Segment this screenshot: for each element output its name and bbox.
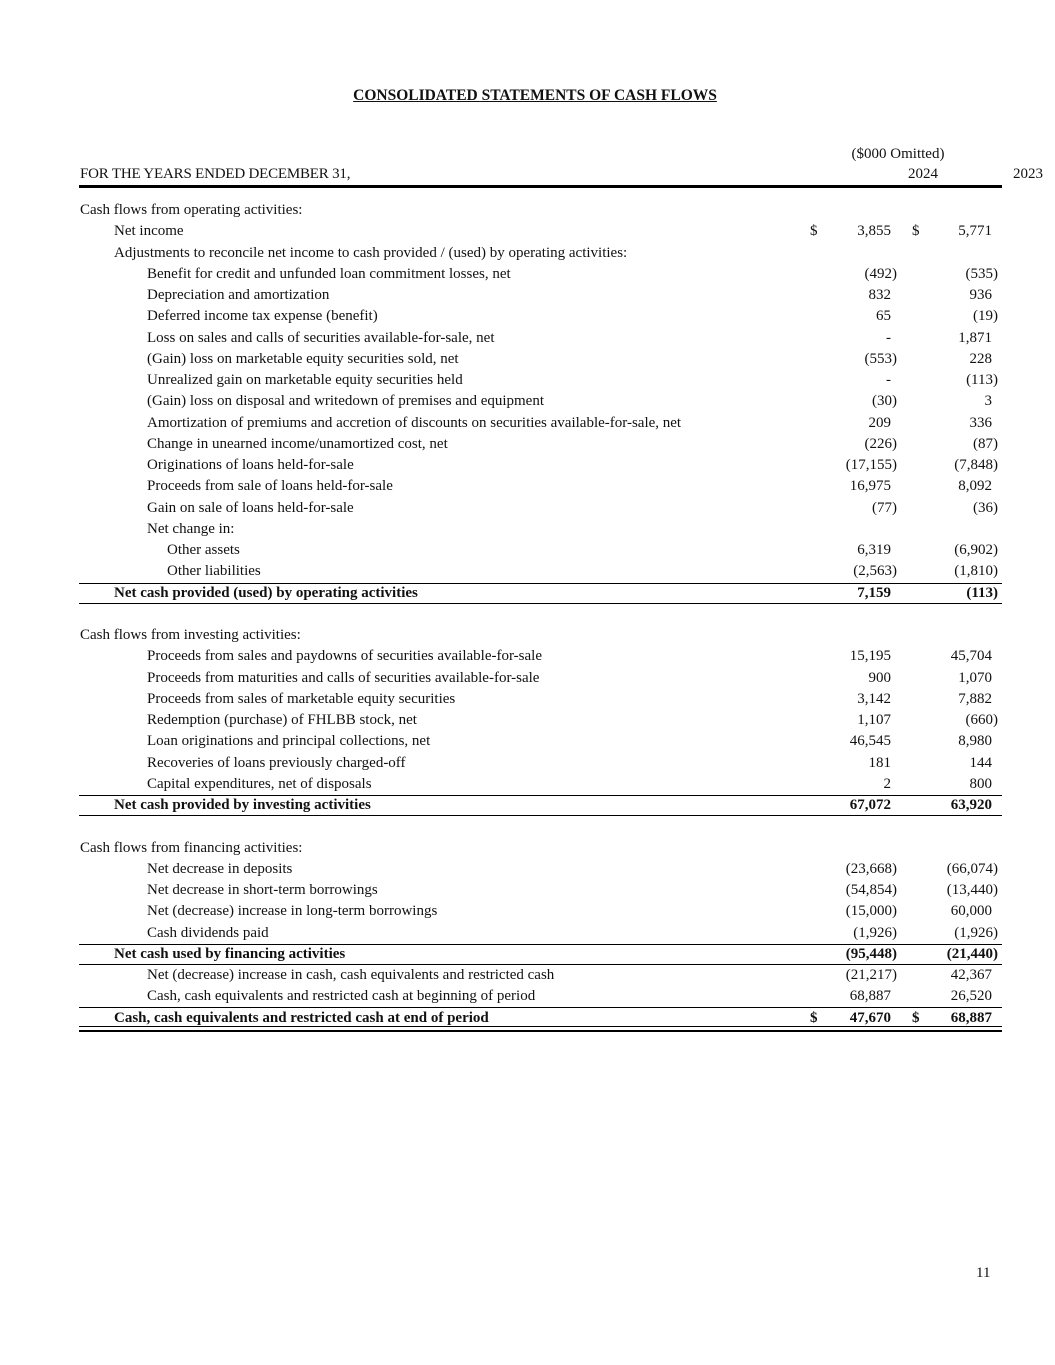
row-spacer	[80, 816, 1002, 837]
table-row	[80, 476, 1002, 497]
table-row	[80, 434, 1002, 455]
row-label: Net cash used by financing activities	[114, 945, 346, 962]
table-row	[80, 561, 1002, 582]
table-row	[80, 391, 1002, 412]
table-row	[80, 710, 1002, 731]
units-note: ($000 Omitted)	[851, 146, 945, 162]
value-2023: (113)	[966, 372, 998, 388]
row-label: Unrealized gain on marketable equity securities held	[147, 372, 463, 388]
value-2023: 1,871	[958, 329, 992, 346]
value-2023: 7,882	[958, 690, 992, 707]
value-2023: 60,000	[950, 903, 992, 920]
currency-symbol: $	[810, 1009, 818, 1026]
value-2023: (66,074)	[946, 860, 998, 877]
table-row	[80, 774, 1002, 795]
value-2024: (1,926)	[853, 924, 897, 941]
table-row	[80, 923, 1002, 944]
row-label: Net decrease in short-term borrowings	[147, 882, 378, 898]
table-row	[80, 986, 1002, 1007]
row-label: Proceeds from sale of loans held-for-sale	[147, 478, 393, 495]
value-2024: 209	[868, 414, 891, 431]
section-heading-financing	[80, 838, 1002, 859]
subtotal-row-financing	[80, 944, 1002, 965]
table-row	[80, 519, 1002, 540]
period-label: FOR THE YEARS ENDED DECEMBER 31,	[80, 166, 351, 182]
subtotal-row-operating	[80, 583, 1002, 604]
section-heading-operating	[80, 200, 1002, 221]
table-row	[80, 753, 1002, 774]
value-2024: -	[886, 372, 891, 388]
value-2024: 181	[868, 754, 891, 771]
row-label: Gain on sale of loans held-for-sale	[147, 499, 354, 516]
row-label: Redemption (purchase) of FHLBB stock, net	[147, 712, 417, 728]
value-2024: 67,072	[849, 797, 891, 813]
value-2023: (19)	[973, 308, 998, 325]
subtotal-row-investing	[80, 795, 1002, 816]
value-2023: (660)	[965, 712, 998, 728]
row-label: Recoveries of loans previously charged-off	[147, 754, 406, 771]
table-row	[80, 221, 1002, 242]
grand-total-row	[80, 1008, 1002, 1029]
value-2024: (15,000)	[845, 903, 897, 920]
value-2024: 65	[876, 308, 891, 325]
value-2024: (2,563)	[853, 563, 897, 580]
table-row	[80, 328, 1002, 349]
table-row	[80, 646, 1002, 667]
value-2023: (13,440)	[946, 882, 998, 898]
row-label: Cash flows from financing activities:	[80, 839, 303, 856]
row-label: Benefit for credit and unfunded loan commitment losses, net	[147, 265, 511, 282]
table-row	[80, 540, 1002, 561]
value-2024: 3,855	[857, 223, 891, 240]
value-2023: 228	[969, 350, 992, 367]
value-2024: (95,448)	[845, 945, 897, 962]
row-label: Net cash provided by investing activities	[114, 797, 371, 813]
value-2023: (21,440)	[946, 945, 998, 962]
value-2024: (17,155)	[845, 457, 897, 473]
value-2024: 16,975	[849, 478, 891, 495]
value-2024: (77)	[872, 499, 897, 516]
value-2023: 144	[969, 754, 992, 771]
table-row	[80, 668, 1002, 689]
value-2024: (553)	[864, 350, 897, 367]
cash-flow-table	[80, 200, 1002, 1029]
value-2024: (492)	[864, 265, 897, 282]
value-2024: 47,670	[849, 1009, 891, 1026]
row-spacer	[80, 604, 1002, 625]
value-2023: 800	[969, 775, 992, 792]
row-label: Net (decrease) increase in cash, cash equivalents and restricted cash	[147, 967, 555, 983]
currency-symbol: $	[912, 223, 920, 240]
row-label: Deferred income tax expense (benefit)	[147, 308, 378, 325]
row-label: Cash, cash equivalents and restricted cash at end of period	[114, 1009, 489, 1026]
value-2023: (1,810)	[954, 563, 998, 580]
value-2024: 832	[868, 287, 891, 303]
row-label: Loss on sales and calls of securities available-for-sale, net	[147, 329, 495, 346]
value-2023: 45,704	[950, 648, 992, 665]
row-label: Net income	[114, 223, 184, 240]
row-label: Loan originations and principal collections, net	[147, 733, 431, 750]
value-2024: (30)	[872, 393, 897, 410]
table-row	[80, 306, 1002, 327]
value-2024: (54,854)	[845, 882, 897, 898]
table-row	[80, 859, 1002, 880]
row-label: Proceeds from maturities and calls of securities available-for-sale	[147, 669, 540, 686]
value-2023: 1,070	[958, 669, 992, 686]
page-number: 11	[976, 1265, 991, 1281]
row-label: Cash, cash equivalents and restricted cash at beginning of period	[147, 988, 536, 1005]
value-2024: (226)	[864, 435, 897, 452]
table-row	[80, 285, 1002, 306]
value-2023: 42,367	[950, 967, 992, 983]
value-2023: (7,848)	[954, 457, 998, 473]
value-2024: 46,545	[849, 733, 891, 750]
row-label: Adjustments to reconcile net income to cash provided / (used) by operating activities:	[114, 244, 628, 261]
value-2023: (1,926)	[954, 924, 998, 941]
table-row	[80, 498, 1002, 519]
row-label: (Gain) loss on marketable equity securities sold, net	[147, 350, 459, 367]
table-row	[80, 413, 1002, 434]
value-2023: 3	[984, 393, 992, 410]
value-2023: (535)	[965, 265, 998, 282]
row-label: Net cash provided (used) by operating activities	[114, 584, 418, 601]
row-label: Change in unearned income/unamortized cost, net	[147, 435, 448, 452]
row-label: Originations of loans held-for-sale	[147, 457, 354, 473]
value-2023: 336	[969, 414, 992, 431]
year-2024-header: 2024	[908, 166, 938, 182]
row-label: Net change in:	[147, 520, 235, 537]
value-2024: -	[886, 329, 891, 346]
row-label: Depreciation and amortization	[147, 287, 330, 303]
row-label: (Gain) loss on disposal and writedown of premises and equipment	[147, 393, 545, 410]
value-2024: 15,195	[849, 648, 891, 665]
row-label: Capital expenditures, net of disposals	[147, 775, 372, 792]
table-row	[80, 880, 1002, 901]
value-2024: 2	[883, 775, 891, 792]
table-row	[80, 731, 1002, 752]
value-2023: 5,771	[958, 223, 992, 240]
value-2023: 63,920	[950, 797, 992, 813]
value-2024: (23,668)	[845, 860, 897, 877]
value-2023: 26,520	[950, 988, 992, 1005]
table-row	[80, 264, 1002, 285]
value-2024: 1,107	[857, 712, 891, 728]
value-2023: (113)	[966, 584, 998, 601]
row-label: Other assets	[167, 542, 240, 558]
value-2024: 6,319	[857, 542, 891, 558]
value-2024: 3,142	[857, 690, 891, 707]
value-2023: 68,887	[950, 1009, 992, 1026]
table-row	[80, 965, 1002, 986]
value-2024: (21,217)	[845, 967, 897, 983]
row-label: Net decrease in deposits	[147, 860, 293, 877]
value-2023: (36)	[973, 499, 998, 516]
value-2024: 900	[868, 669, 891, 686]
value-2023: 8,092	[958, 478, 992, 495]
table-row	[80, 243, 1002, 264]
year-2023-header: 2023	[1013, 166, 1043, 182]
row-label: Net (decrease) increase in long-term borrowings	[147, 903, 438, 920]
table-row	[80, 455, 1002, 476]
section-heading-investing	[80, 625, 1002, 646]
value-2023: 8,980	[958, 733, 992, 750]
currency-symbol: $	[810, 223, 818, 240]
row-label: Other liabilities	[167, 563, 261, 580]
value-2024: 68,887	[849, 988, 891, 1005]
table-row	[80, 689, 1002, 710]
row-label: Proceeds from sales and paydowns of securities available-for-sale	[147, 648, 542, 665]
value-2023: (87)	[973, 435, 998, 452]
header-rule	[79, 185, 1002, 188]
value-2023: 936	[969, 287, 992, 303]
table-row	[80, 349, 1002, 370]
row-label: Cash flows from investing activities:	[80, 627, 301, 643]
table-row	[80, 901, 1002, 922]
table-row	[80, 370, 1002, 391]
row-label: Amortization of premiums and accretion of discounts on securities available-for-sale, net	[147, 414, 682, 431]
row-label: Proceeds from sales of marketable equity securities	[147, 690, 456, 707]
value-2024: 7,159	[857, 584, 891, 601]
statement-title: CONSOLIDATED STATEMENTS OF CASH FLOWS	[353, 87, 717, 104]
value-2023: (6,902)	[954, 542, 998, 558]
currency-symbol: $	[912, 1009, 920, 1026]
row-label: Cash flows from operating activities:	[80, 202, 303, 218]
row-label: Cash dividends paid	[147, 924, 269, 941]
